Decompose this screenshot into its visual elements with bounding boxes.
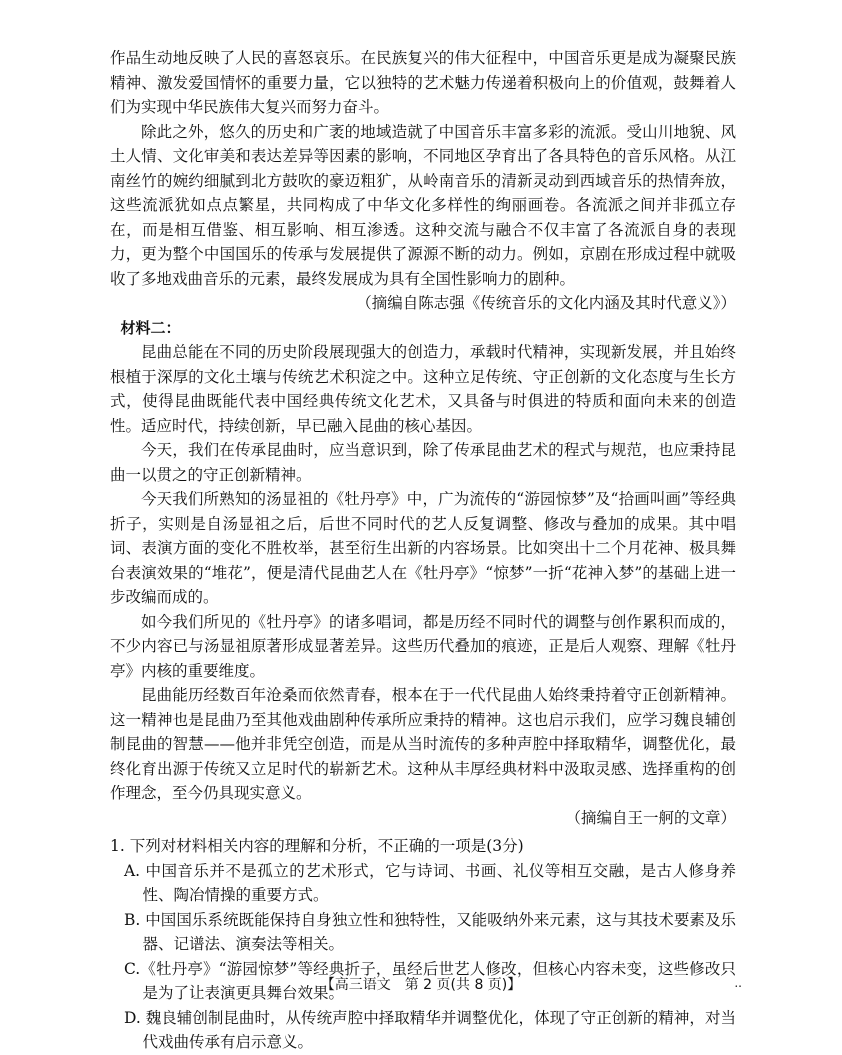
material2-paragraph-3: 今天我们所熟知的汤显祖的《牡丹亭》中，广为流传的“游园惊梦”及“拾画叫画”等经典折子，实则是自汤显祖之后，后世不同时代的艺人反复调整、修改与叠加的成果。其中唱词、表演方面的变化不胜枚举，甚至衍生出新的内容场景。比如突出十二个月花神、极具舞台表演效果的“堆花”，便是清代昆曲艺人在《牡丹亭》“惊梦”一折“花神入梦”的基础上进一步改编而成的。 [110, 490, 736, 606]
material2-paragraph-2: 今天，我们在传承昆曲时，应当意识到，除了传承昆曲艺术的程式与规范，也应秉持昆曲一以贯之的守正创新精神。 [110, 441, 736, 484]
option-d: D. 魏良辅创制昆曲时，从传统声腔中择取精华并调整优化，体现了守正创新的精神，对当代戏曲传承有启示意义。 [123, 1008, 736, 1051]
material2-source: （摘编自王一舸的文章） [565, 808, 736, 827]
page-footer: 【高三语文 第 2 页(共 8 页)】 [320, 977, 522, 993]
material1-paragraph-2: 除此之外，悠久的历史和广袤的地域造就了中国音乐丰富多彩的流派。受山川地貌、风土人情、文化审美和表达差异等因素的影响，不同地区孕育出了各具特色的音乐风格。从江南丝竹的婉约细腻到北方鼓吹的豪迈粗犷，从岭南音乐的清新灵动到西域音乐的热情奔放，这些流派犹如点点繁星，共同构成了中华文化多样性的绚丽画卷。各流派之间并非孤立存在，而是相互借鉴、相互影响、相互渗透。这种交流与融合不仅丰富了各流派自身的表现力，更为整个中国国乐的传承与发展提供了源源不断的动力。例如，京剧在形成过程中就吸收了多地戏曲音乐的元素，最终发展成为具有全国性影响力的剧种。 [110, 122, 736, 288]
material2-heading: 材料二： [120, 318, 181, 337]
material2-paragraph-4: 如今我们所见的《牡丹亭》的诸多唱词，都是历经不同时代的调整与创作累积而成的，不少内容已与汤显祖原著形成显著差异。这些历代叠加的痕迹，正是后人观察、理解《牡丹亭》内核的重要维度。 [110, 612, 736, 680]
body-text [110, 46, 736, 1055]
corner-mark: .. [734, 976, 742, 990]
material2-paragraph-5: 昆曲能历经数百年沧桑而依然青春，根本在于一代代昆曲人始终秉持着守正创新精神。这一精神也是昆曲乃至其他戏曲剧种传承所应秉持的精神。这也启示我们，应学习魏良辅创制昆曲的智慧——他并非凭空创造，而是从当时流传的多种声腔中择取精华，调整优化，最终化育出源于传统又立足时代的崭新艺术。这种从丰厚经典材料中汲取灵感、选择重构的创作理念，至今仍具现实意义。 [110, 686, 736, 802]
material1-paragraph-1: 作品生动地反映了人民的喜怒哀乐。在民族复兴的伟大征程中，中国音乐更是成为凝聚民族精神、激发爱国情怀的重要力量，它以独特的艺术魅力传递着积极向上的价值观，鼓舞着人们为实现中华民族伟大复兴而努力奋斗。 [110, 49, 736, 116]
option-c: C.《牡丹亭》“游园惊梦”等经典折子，虽经后世艺人修改，但核心内容未变，这些修改只是为了让表演更具舞台效果。 [123, 959, 736, 1002]
question-stem: 1. 下列对材料相关内容的理解和分析，不正确的一项是(3分) [110, 837, 524, 855]
option-a: A. 中国音乐并不是孤立的艺术形式，它与诗词、书画、礼仪等相互交融，是古人修身养性、陶冶情操的重要方式。 [123, 861, 736, 904]
option-b: B. 中国国乐系统既能保持自身独立性和独特性，又能吸纳外来元素，这与其技术要素及乐器、记谱法、演奏法等相关。 [123, 910, 736, 953]
material2-paragraph-1: 昆曲总能在不同的历史阶段展现强大的创造力，承载时代精神，实现新发展，并且始终根植于深厚的文化土壤与传统艺术积淀之中。这种立足传统、守正创新的文化态度与生长方式，使得昆曲既能代表中国经典传统文化艺术，又具备与时俱进的特质和面向未来的创造性。适应时代，持续创新，早已融入昆曲的核心基因。 [110, 343, 736, 435]
material1-source: （摘编自陈志强《传统音乐的文化内涵及其时代意义》） [356, 294, 736, 312]
